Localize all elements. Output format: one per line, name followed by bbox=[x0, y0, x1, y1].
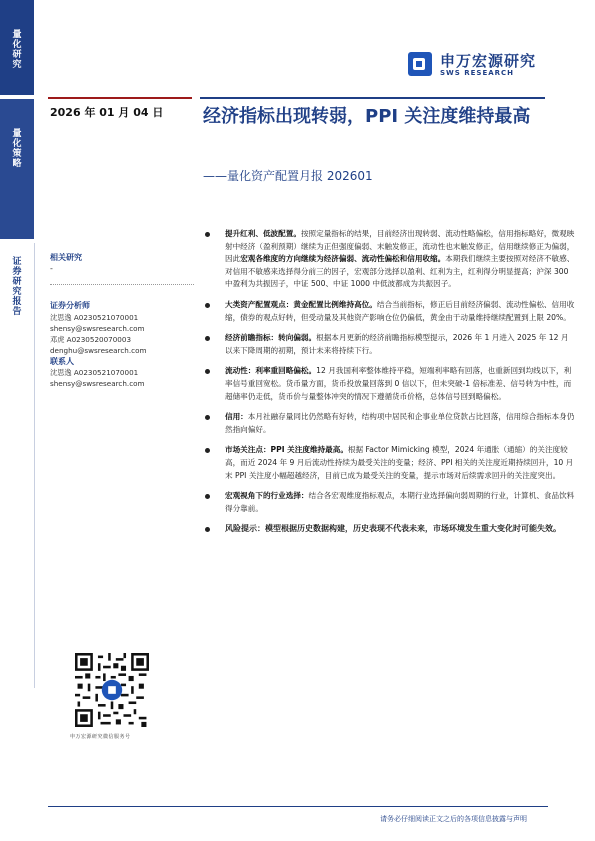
bullet-item: 市场关注点：PPI 关注度维持最高。根据 Factor Mimicking 模型，2024 年通胀（通缩）的关注度较高，而近 2024 年 9 月后流动性持续为最受关注的变量；经济、PPI 相关的关注度近期持续回升，10 月末 PPI 关注度小幅超越经济，目前已成为最受关注的变量，提示市场对后续需求回升的关注度突出。 bbox=[203, 444, 575, 482]
related-research-title: 相关研究 bbox=[50, 253, 82, 262]
analyst-line: 沈思逸 A0230521070001 bbox=[50, 313, 139, 322]
analyst-list bbox=[50, 312, 147, 389]
side-tab-label: 证券研究报告 bbox=[12, 257, 22, 317]
footer-disclaimer[interactable]: 请务必仔细阅读正文之后的各项信息披露与声明 bbox=[380, 815, 527, 823]
related-research-value: - bbox=[50, 264, 53, 273]
qr-code-icon[interactable] bbox=[75, 653, 149, 727]
bullet-item: 流动性：利率重回略偏松。12 月我国利率整体维持平稳，短端利率略有回落，也重新回到均线以下，利率信号重回宽松。货币量方面，货币投放量回落到 0 信以下，但未突破-1 倍标准差、信号转为中性，而超储率仍走低，货币价与量整体冲突的情况下遵循货币价格，总体信号回到略偏松。 bbox=[203, 365, 575, 403]
bullet-item: 宏观视角下的行业选择：结合各宏观维度指标观点，本期行业选择偏向弱周期的行业，计算机、食品饮料得分靠前。 bbox=[203, 490, 575, 515]
analyst-email[interactable]: denghu@swsresearch.com bbox=[50, 346, 147, 355]
bullet-dot-icon bbox=[205, 494, 210, 499]
bullet-dot-icon bbox=[205, 448, 210, 453]
side-tab-quant-research bbox=[0, 0, 34, 95]
bullet-dot-icon bbox=[205, 527, 210, 532]
side-tab-label: 量化策略 bbox=[12, 129, 22, 169]
footer-rule bbox=[48, 806, 548, 807]
bullet-item: 大类资产配置观点：黄金配置比例维持高位。结合当前指标，修正后目前经济偏弱、流动性偏松、信用收缩，债券的观点好转，但受动量及其他资产影响仓位仍偏低，黄金由于动量维持继续配置到上限 20%。 bbox=[203, 299, 575, 324]
bullet-item: 经济前瞻指标：转向偏弱。根据本月更新的经济前瞻指标模型提示，2026 年 1 月进入 2025 年 12 月以来下降周期的初期，预计未来将持续下行。 bbox=[203, 332, 575, 357]
bullet-item: 信用：本月社融存量同比仍然略有好转，结构项中居民和企事业单位贷款占比回落，信用综合指标本身仍然指向偏好。 bbox=[203, 411, 575, 436]
report-date: 2026 年 01 月 04 日 bbox=[50, 106, 164, 119]
key-points bbox=[203, 228, 575, 544]
bullet-dot-icon bbox=[205, 303, 210, 308]
logo-text-cn: 申万宏源研究 bbox=[440, 51, 537, 70]
bullet-item: 提升红利、低波配置。按照定量指标的结果，目前经济出现转弱、流动性略偏松，信用指标略好，微观映射中经济（盈利预期）继续为正但强度偏弱、末触发修正，流动性也末触发修正，信用继续修正为偏弱，因此宏观各维度的方向继续为经济偏弱、流动性偏松和信用收缩。本期我们继续主要按照对经济不敏感、对信用不敏感来选择得分前三的因子，宏观部分选择以盈利、红利为主，红利得分明显提高；沪深 300 中盈利为共振因子，中证 500、中证 1000 中低波都成为共振因子。 bbox=[203, 228, 575, 291]
bullet-dot-icon bbox=[205, 369, 210, 374]
header-rule-left bbox=[48, 97, 192, 99]
analyst-line: 邓虎 A0230520070003 bbox=[50, 335, 132, 344]
risk-warning: 风险提示：模型根据历史数据构建，历史表现不代表未来，市场环境发生重大变化时可能失效。 bbox=[203, 523, 575, 536]
company-logo bbox=[408, 52, 536, 78]
header-rule-right bbox=[200, 97, 545, 99]
divider bbox=[50, 284, 194, 285]
bullet-dot-icon bbox=[205, 232, 210, 237]
analyst-section-title: 证券分析师 bbox=[50, 301, 90, 310]
contact-section-title: 联系人 bbox=[50, 357, 74, 366]
contact-email[interactable]: shensy@swsresearch.com bbox=[50, 379, 145, 388]
report-title: 经济指标出现转弱，PPI 关注度维持最高 bbox=[203, 106, 531, 127]
contact-line: 沈思逸 A0230521070001 bbox=[50, 368, 139, 377]
bullet-dot-icon bbox=[205, 415, 210, 420]
side-tab-label: 量化研究 bbox=[12, 30, 22, 70]
logo-mark-icon bbox=[408, 52, 434, 78]
analyst-email[interactable]: shensy@swsresearch.com bbox=[50, 324, 145, 333]
report-subtitle: ——量化资产配置月报 202601 bbox=[203, 169, 373, 183]
qr-caption: 申万宏源研究微信服务号 bbox=[70, 734, 131, 740]
bullet-dot-icon bbox=[205, 336, 210, 341]
side-tab-securities-report bbox=[0, 243, 35, 688]
side-tab-quant-strategy bbox=[0, 99, 34, 239]
logo-text-en: SWS RESEARCH bbox=[440, 68, 515, 77]
